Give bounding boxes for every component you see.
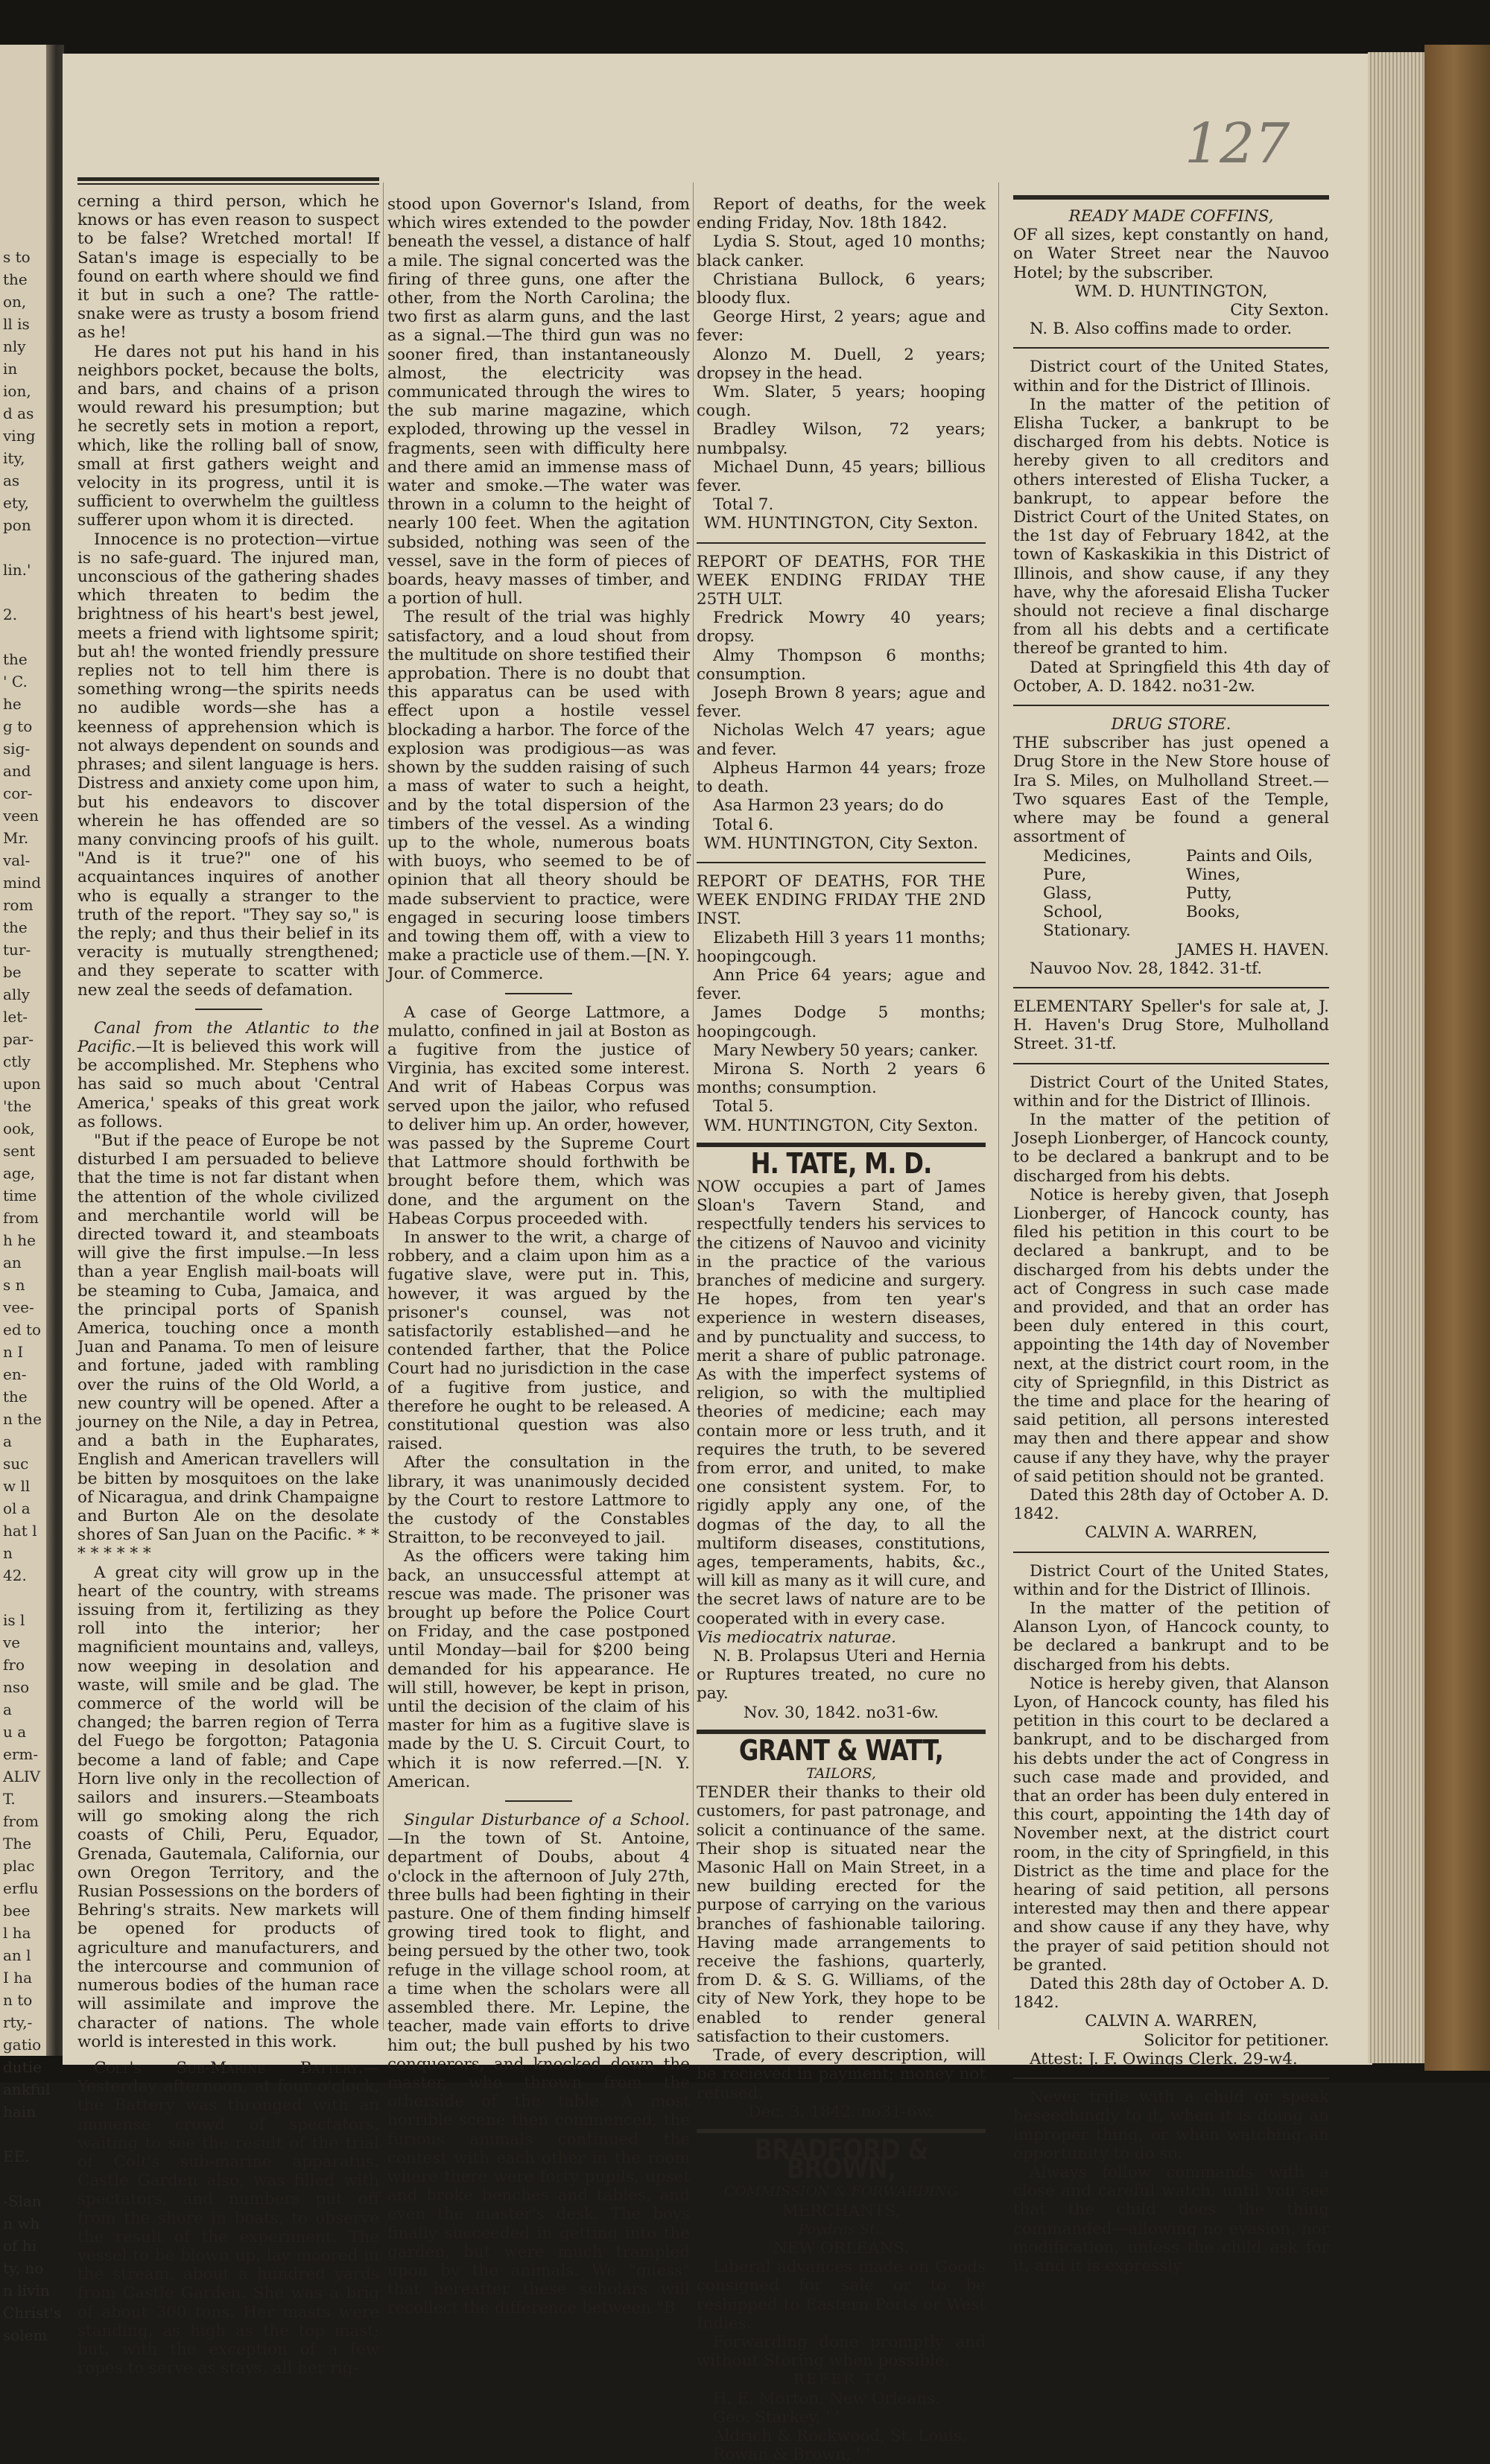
left-page-fragment: veen xyxy=(3,807,39,825)
left-page-fragment: a xyxy=(3,1432,12,1450)
separator xyxy=(1013,347,1329,349)
death-entry: Wm. Slater, 5 years; hooping cough. xyxy=(697,383,986,421)
deaths-title: Report of deaths, for the week ending Friday, Nov. 18th 1842. xyxy=(697,195,986,233)
left-page-fragment xyxy=(3,2168,48,2190)
paragraph: He dares not put his hand in his neighbors pocket, because the bolts, and bars, and chains of a prison would reward his presumption; but he secretly sets in motion a report, which, like the rolling ball of snow, small at first gathers weight and velocity in its progress, until it is sufficient to overwhelm the guiltless sufferer upon whom it is directed. xyxy=(77,342,379,530)
ad-latin: Vis mediocatrix naturae. xyxy=(697,1628,897,1647)
left-page-fragment: in xyxy=(3,360,18,378)
left-page-fragment: dutie xyxy=(3,2058,42,2076)
left-page-fragment: s n xyxy=(3,1276,25,1294)
left-page-fragment: n I xyxy=(3,1343,24,1361)
left-page-fragment: upon xyxy=(3,1075,41,1093)
left-page-fragment: time xyxy=(3,1187,37,1204)
header-rule xyxy=(77,177,379,185)
left-page-fragment: ed to xyxy=(3,1321,42,1339)
left-page-fragment: the xyxy=(3,270,28,288)
deaths-title: REPORT OF DEATHS, FOR THE WEEK ENDING FRIDAY THE 2ND INST. xyxy=(697,871,986,929)
court-date: Dated this 28th day of October A. D. 1842. xyxy=(1013,1486,1329,1524)
left-page-fragment: d as xyxy=(3,404,34,422)
drug-item: School, xyxy=(1043,903,1103,922)
sexton-signature: WM. HUNTINGTON, City Sexton. xyxy=(703,514,979,533)
ad-text: Trade, of every description, will be recieved in payment; money not refused. xyxy=(697,2046,986,2103)
left-page-fragment: u a xyxy=(3,1723,27,1741)
ad-city: NEW ORLEANS. xyxy=(773,2238,910,2258)
separator xyxy=(195,1009,262,1010)
left-page-fragment: plac xyxy=(3,1857,35,1875)
drug-item: Paints and Oils, xyxy=(1186,846,1313,866)
left-page-fragment: nso xyxy=(3,1678,30,1696)
left-page-fragment: the xyxy=(3,650,28,668)
left-page-fragment: h he xyxy=(3,1231,36,1249)
paragraph: Innocence is no protection—virtue is no safe-guard. The injured man, unconscious of the gathering shades which threaten to bedim the brightness of his heart's best jewel, meets a friend with lightsome spirit; but ah! the wonted friendly pressure replies not to tell him there is something wrong—the spirits needs no audible words—she has a keenness of apprehension which is not always dependent on sounds and phrases; and silent language is hers. Distress and anxiety come upon him, but his endeavors to discover wherein he has offended are so many convincing proofs of his guilt. "And is it true?" one of his acquaintances inquires of another who is equally a stranger to the truth of the report. "They say so," is the reply; and thus their belief in its veracity is mutually strengthened; and they seperate to scatter with new zeal the seeds of defamation. xyxy=(77,530,379,1000)
court-attest: Attest: J. F. Owings Clerk. 29-w4. xyxy=(1030,2049,1298,2068)
separator xyxy=(1013,1063,1329,1064)
left-page-fragment: is l xyxy=(3,1611,25,1629)
death-entry: Total 7. xyxy=(713,495,774,515)
death-entry: Nicholas Welch 47 years; ague and fever. xyxy=(697,721,986,759)
death-entry: Fredrick Mowry 40 years; dropsy. xyxy=(697,609,986,647)
left-page-fragment: the xyxy=(3,1388,28,1406)
ad-subheading: MERCHANTS, xyxy=(782,2201,901,2220)
left-page-fragment: The xyxy=(3,1835,32,1852)
court-text: In the matter of the petition of Alanson Lyon, of Hancock county, to be declared a bankrupt and to be discharged from his debts. xyxy=(1013,1599,1329,1674)
ad-text: NOW occupies a part of James Sloan's Tavern Stand, and respectfully tenders his services to the citizens of Nauvoo and vicinity in the practice of the various branches of medicine and surgery. He hopes, from ten year's experience in western diseases, and by punctuality and success, to merit a share of public patronage. As with the imperfect systems of religion, so with the multiplied theories of medicine; each may contain more or less truth, and it requires the truth, to be severed from error, and united, to make one consistent system. For, to rigidly apply any one, of the dogmas of the day, to all the multiform diseases, constitutions, ages, temperaments, habits, &c., will kill as many as it will cure, and the secret laws of nature are to be cooperated with in every case. xyxy=(697,1177,986,1628)
article-title: Colt's Sub-Marine Battery. xyxy=(94,2058,364,2077)
left-page-fragment: cor- xyxy=(3,784,33,802)
left-page-fragment: let- xyxy=(3,1008,28,1026)
ad-signature: JAMES H. HAVEN. xyxy=(1176,940,1329,959)
drug-item: Putty, xyxy=(1186,883,1232,903)
column-3 xyxy=(697,195,986,2464)
ad-text: Forwarding done promptly and without Storing when possible. xyxy=(697,2332,986,2371)
left-page-fragment: hat l xyxy=(3,1522,37,1540)
court-heading: District court of the United States, within and for the District of Illinois. xyxy=(1013,358,1329,396)
court-signature: CALVIN A. WARREN, xyxy=(1085,1523,1258,1543)
ad-heading: GRANT & WATT, xyxy=(738,1733,944,1767)
book-gutter xyxy=(46,45,64,2056)
ad-text: TENDER their thanks to their old customers, for past patronage, and solicit a continuance of the same. Their shop is situated near the Masonic Hall on Main Street, in a new building erected for the purpose of carrying on the various branches of fashionable tailoring. Having made arrangements to receive the fashions, quarterly, from D. & S. G. Williams, of the city of New York, they hope to be enabled to render general satisfaction to their customers. xyxy=(697,1783,986,2046)
drug-items xyxy=(1013,847,1329,941)
death-entry: Michael Dunn, 45 years; billious fever. xyxy=(697,457,986,496)
left-page-fragment: n to xyxy=(3,1991,33,2009)
left-page-fragment: bee xyxy=(3,1902,31,1920)
left-page-fragment: ol a xyxy=(3,1499,31,1517)
ad-heading: READY MADE COFFINS, xyxy=(1068,207,1274,226)
court-text: Notice is hereby given, that Alanson Lyon, of Hancock county, has filed his petition in this court to be declared a bankrupt, and to be discharged from his debts under the act of Congress in such case made and provided, and that an order has been duly entered in this court, appointing the 14th day of November next, at the district court room, in the city of Springfield, in this District as the time and place for the hearing of said petition, all persons interested may then and there appear and show cause if any they have, why the prayer of said petition should not be granted. xyxy=(1013,1674,1329,1975)
column-2 xyxy=(387,195,690,2318)
death-entry: Lydia S. Stout, aged 10 months; black canker. xyxy=(697,232,986,270)
left-page-fragment: ankful xyxy=(3,2080,51,2098)
separator xyxy=(1013,2077,1329,2079)
left-page-fragment: Christ's xyxy=(3,2304,62,2322)
death-entry: Elizabeth Hill 3 years 11 months; hoopingcough. xyxy=(697,928,986,966)
sexton-signature: WM. HUNTINGTON, City Sexton. xyxy=(703,1116,979,1135)
book-cover-board xyxy=(1424,45,1490,2071)
left-page-fragment: from xyxy=(3,1812,39,1830)
left-page-fragment xyxy=(3,581,48,603)
reference-entry: Aldrich & Rockwood, St. Louis. xyxy=(713,2426,967,2445)
death-entry: Almy Thompson 6 months; consumption. xyxy=(697,646,986,684)
left-page-fragment: ty, no xyxy=(3,2259,44,2277)
court-text: Notice is hereby given, that Joseph Lionberger, of Hancock county, has filed his petition in this court to be declared a bankrupt, and to be discharged from his debts under the act of Congress in such case made and provided, and that an order has been duly entered in this court, appointing the 14th day of November next, at the district court room, in the city of Spriegnfild, in this District as the time and place for the hearing of said petition, all persons interested may then and there appear and show cause if any they have, why the prayer of said petition should not be granted. xyxy=(1013,1185,1329,1486)
death-entry: Bradley Wilson, 72 years; numbpalsy. xyxy=(697,420,986,458)
left-page-fragment: 'the xyxy=(3,1097,32,1115)
ad-signature: WM. D. HUNTINGTON, xyxy=(1074,282,1268,301)
left-page-fragment: ion, xyxy=(3,382,31,400)
ad-text: OF all sizes, kept constantly on hand, on Water Street near the Nauvoo Hotel; by the subscriber. xyxy=(1013,226,1329,282)
left-page-fragment: ve xyxy=(3,1633,21,1651)
left-page-fragment: erm- xyxy=(3,1745,39,1763)
court-text: In the matter of the petition of Elisha Tucker, a bankrupt to be discharged from his debts. Notice is hereby given to all creditors and others interested of Elisha Tucker, a bankrupt, to appear before the District Court of the United States, on the 1st day of February 1842, at the town of Kaskaskikia in this District of Illinois, and show cause, if any they have, why the aforesaid Elisha Tucker should not recieve a final discharge from all his debts and a certificate thereof be granted to him. xyxy=(1013,395,1329,658)
left-page-fragment: ctly xyxy=(3,1052,31,1070)
drug-item: Pure, xyxy=(1043,865,1087,884)
paragraph: The result of the trial was highly satisfactory, and a loud shout from the multitude on shore testified their approbation. There is no doubt that this apparatus can be used with effect upon a hostile vessel blockading a harbor. The force of the explosion was prodigious—as was shown by the sudden raising of such a mass of water to such a height, and by the total dispersion of the timbers of the vessel. As a winding up to the whole, numerous boats with buoys, who seemed to be of opinion that all theory should be made subservient to practice, were engaged in securing loose timbers and towing them off, with a view to make a practicle use of them.—[N. Y. Jour. of Commerce. xyxy=(387,608,690,984)
court-date: Dated this 28th day of October A. D. 1842. xyxy=(1013,1975,1329,2013)
drug-item: Wines, xyxy=(1186,865,1241,884)
left-page-fragment: vee- xyxy=(3,1298,34,1316)
ad-text: Liberal advances made on Goods consigned for sale or to be reshipped to Eastern Ports or West Indies. xyxy=(697,2258,986,2333)
left-page-fragment: s to xyxy=(3,248,31,266)
death-entry: George Hirst, 2 years; ague and fever: xyxy=(697,308,986,346)
ad-refer: REFER TO xyxy=(793,2371,889,2388)
deaths-list xyxy=(697,929,986,1117)
left-page-fragment: fro xyxy=(3,1656,25,1674)
paragraph: In answer to the writ, a charge of robbery, and a claim upon him as a fugative slave, were put in. This, however, it was argued by the prisoner's counsel, was not satisfactorily established—and he contended farther, that the Police Court had no jurisdiction in the case of a fugitive from justice, and therefore he ought to be released. A constitutional question was also raised. xyxy=(387,1228,690,1454)
left-page-fragment: sent xyxy=(3,1142,36,1160)
left-page-fragment: -Slan xyxy=(3,2192,42,2210)
left-page-fragment xyxy=(3,1587,48,1609)
left-page-fragment: l ha xyxy=(3,1924,31,1942)
left-page-fragment: ety, xyxy=(3,494,29,512)
left-page-fragment: suc xyxy=(3,1455,29,1473)
paragraph: After the consultation in the library, it was unanimously decided by the Court to restore Lattmore to the custody of the Constables Straitton, to be reconveyed to jail. xyxy=(387,1453,690,1548)
court-date: Dated at Springfield this 4th day of October, A. D. 1842. no31-2w. xyxy=(1013,658,1329,696)
left-page-fragment: lin.' xyxy=(3,561,31,579)
separator xyxy=(1013,987,1329,988)
paragraph: stood upon Governor's Island, from which wires extended to the powder beneath the vessel, a distance of half a mile. The signal concerted was the firing of three guns, one after the other, from the North Carolina; the two first as alarm guns, and the last as a signal.—The third gun was no sooner fired, than instantaneously almost, the electricity was communicated through the wires to the sub marine magazine, which exploded, throwing up the vessel in fragments, seen with difficulty here and there amid an immense mass of water and smoke.—The water was thrown in a column to the height of nearly 100 feet. When the agitation subsided, nothing was seen of the vessel, save in the form of pieces of boards, heavy masses of timber, and a portion of hull. xyxy=(387,195,690,609)
death-entry: Mirona S. North 2 years 6 months; consumption. xyxy=(697,1059,986,1098)
paragraph: "But if the peace of Europe be not disturbed I am persuaded to believe that the time is not far distant when the attention of the whole civilized and merchantile world will be directed toward it, and steamboats will give the first impulse.—In less than a year English mail-boats will be steaming to Cuba, Jamaica, and the principal ports of Spanish America, touching once a month Juan and Panama. To men of leisure and fortune, jaded with rambling over the ruins of the Old World, a new country will be opened. After a journey on the Nile, a day in Petrea, and a bath in the Eupharates, English and American travellers will be bitten by mosquitoes on the lake of Nicaragua, and drink Champaigne and Burton Ale on the desolate shores of San Juan on the Pacific. * * * * * * * * xyxy=(77,1131,379,1563)
sexton-signature: WM. HUNTINGTON, City Sexton. xyxy=(703,833,979,853)
left-page-fragment: tur- xyxy=(3,941,31,959)
left-page-fragment: an xyxy=(3,1254,22,1271)
death-entry: Asa Harmon 23 years; do do xyxy=(713,796,944,816)
left-page-fragment xyxy=(3,536,48,559)
column-1 xyxy=(77,177,379,2378)
left-page-fragment: 2. xyxy=(3,606,18,623)
left-page-fragment: rom xyxy=(3,896,34,914)
drug-item: Stationary. xyxy=(1043,921,1131,941)
left-page-edge xyxy=(0,45,62,2344)
ad-text: ELEMENTARY Speller's for sale at, J. H. Haven's Drug Store, Mulholland Street. 31-tf. xyxy=(1013,997,1329,1054)
column-rule xyxy=(383,182,384,2030)
column-rule xyxy=(693,182,694,2030)
deaths-list xyxy=(697,609,986,833)
ad-date: Nauvoo Nov. 28, 1842. 31-tf. xyxy=(1030,959,1263,978)
court-text: In the matter of the petition of Joseph Lionberger, of Hancock county, to be declared a bankrupt and to be discharged from his debts. xyxy=(1013,1110,1329,1186)
left-page-fragment: age, xyxy=(3,1164,35,1182)
left-page-fragments xyxy=(3,246,62,2346)
left-page-fragment: the xyxy=(3,918,28,936)
court-role: Solicitor for petitioner. xyxy=(1144,2030,1329,2050)
left-page-fragment: ally xyxy=(3,985,31,1003)
paragraph: A case of George Lattmore, a mulatto, confined in jail at Boston as a fugitive from the justice of Virginia, has excited some interest. And writ of Habeas Corpus was served upon the jailor, who refused to deliver him up. An order, however, was passed by the Supreme Court that Lattmore should forthwith be brought before them, which was done, and the argument on the Habeas Corpus proceeded with. xyxy=(387,1003,690,1228)
separator xyxy=(1013,705,1329,706)
ad-role: City Sexton. xyxy=(1230,301,1329,320)
left-page-fragment: ving xyxy=(3,427,36,445)
death-entry: Alpheus Harmon 44 years; froze to death. xyxy=(697,758,986,797)
death-entry: Alonzo M. Duell, 2 years; dropsey in the head. xyxy=(697,345,986,383)
column-rule xyxy=(998,182,999,2030)
left-page-fragment: n the xyxy=(3,1410,42,1428)
paragraph: A great city will grow up in the heart of the country, with streams issuing from it, fertilizing as they roll into the interior; her magnificient mountains and, valleys, now weeping in desolation and waste, will smile and be glad. The commerce of the world will be changed; the barren region of Terra del Fuego be forgotton; Patagonia become a land of fable; and Cape Horn live only in the recollection of sailors and insurers.—Steamboats will go smoking along the rich coasts of Chili, Peru, Equador, Grenada, Gautemala, California, our own Oregon Territory, and the Rusian Possessions on the borders of Behring's straits. New markets will be opened for products of agriculture and manufacturers, and the intercourse and communion of numerous bodies of the human race will assimilate and improve the character of nations. The whole world is interested in this work. xyxy=(77,1563,379,2051)
separator xyxy=(697,542,986,544)
left-page-fragment: nly xyxy=(3,337,26,355)
left-page-fragment: T. xyxy=(3,1790,16,1808)
left-page-fragment: ity, xyxy=(3,449,25,467)
left-page-fragment: n xyxy=(3,1544,13,1562)
left-page-fragment xyxy=(3,626,48,648)
column-4 xyxy=(1013,195,1329,2276)
left-page-fragment: gatio xyxy=(3,2036,42,2054)
left-page-fragment: hain xyxy=(3,2103,37,2121)
ad-street: Poydras St., xyxy=(798,2220,884,2238)
left-page-fragment: he xyxy=(3,695,22,713)
ad-text: N. B. Prolapsus Uteri and Hernia or Ruptures treated, no cure no pay. xyxy=(697,1647,986,1703)
left-page-fragment: Mr. xyxy=(3,829,29,847)
article-intro: —It is believed this work will be accomplished. Mr. Stephens who has said so much about 'Central America,' speaks of this great work as follows. xyxy=(77,1037,379,1131)
article-title: Singular Disturbance of a School. xyxy=(404,1811,690,1830)
left-page-fragment: par- xyxy=(3,1030,34,1048)
drug-item xyxy=(1186,921,1329,940)
article-text: —Yesterday afternoon, at four o'clock, the Battery was thronged with an immense crowd of spectators, waiting to see the result of the trial of Colt's sub-marine apparatus. Castle Garden also, was filled with spectators, and numbers put off from the shore in boats, to observe the result of the experiment. The vessel to be blown up, lay moored in the stream, about a hundred yards from Castle Garden. She was a brig of about 300 tons. Her masts were standing, as high as the top mast; but, with the exception of a few ropes to serve as stays, all her rig- xyxy=(77,2058,379,2378)
left-page-fragment: g to xyxy=(3,717,33,735)
death-entry: Total 5. xyxy=(713,1097,774,1117)
reference-list xyxy=(697,2390,986,2464)
ad-subheading: TAILORS, xyxy=(806,1765,876,1782)
paragraph: As the officers were taking him back, an unsuccessful attempt at rescue was made. The prisoner was brought up before the Police Court on Friday, and the case postponed until Monday—bail for $200 being demanded for his appearance. He will still, however, be kept in prison, until the decision of the claim of his master for him as a fugitive slave is made by the U. S. Circuit Court, to which it is now referred.—[N. Y. American. xyxy=(387,1547,690,1791)
death-entry: Total 6. xyxy=(713,815,774,834)
left-page-fragment: n livin xyxy=(3,2282,50,2299)
death-entry: Joseph Brown 8 years; ague and fever. xyxy=(697,684,986,722)
separator xyxy=(1013,1552,1329,1553)
left-page-fragment: from xyxy=(3,1209,39,1227)
court-heading: District Court of the United States, within and for the District of Illinois. xyxy=(1013,1561,1329,1599)
left-page-fragment: ll is xyxy=(3,315,30,333)
left-page-fragment: of hi xyxy=(3,2237,37,2255)
paragraph: Never trifle with a child or speak beseechingly to it, when it is doing an improper thing, or when watching an opportunity to do so. xyxy=(1013,2088,1329,2163)
left-page-fragment: a xyxy=(3,1701,12,1718)
left-page-fragment: pon xyxy=(3,516,31,534)
left-page-fragment: an l xyxy=(3,1946,31,1964)
left-page-fragment xyxy=(3,2123,48,2145)
left-page-fragment: erflu xyxy=(3,1879,39,1897)
left-page-fragment: ' C. xyxy=(3,673,28,690)
ad-date: Nov. 30, 1842. no31-6w. xyxy=(743,1703,939,1722)
paragraph: Always follow commands with a close and careful watch, until you see that the child does the thing commanded—allowing no evasion, nor modification, unless the child ask for it, and it is expressly xyxy=(1013,2162,1329,2276)
ad-text: THE subscriber has just opened a Drug Store in the New Store house of Ira S. Miles, on Mulholland Street.—Two squares East of the Temple, where may be found a general assortment of xyxy=(1013,734,1329,847)
drug-item: Glass, xyxy=(1043,883,1092,903)
separator xyxy=(1013,195,1329,200)
left-page-fragment: I ha xyxy=(3,1969,33,1987)
left-page-fragment: and xyxy=(3,762,31,780)
ad-date: Dec. 3, 1842. no31-6w. xyxy=(748,2102,934,2121)
deaths-title: REPORT OF DEATHS, FOR THE WEEK ENDING FRIDAY THE 25TH ULT. xyxy=(697,552,986,609)
death-entry: Christiana Bullock, 6 years; bloody flux. xyxy=(697,270,986,308)
left-page-fragment: en- xyxy=(3,1365,27,1383)
left-page-fragment: ook, xyxy=(3,1120,35,1137)
ad-subheading: COMMISSION & FORWARDING xyxy=(723,2183,959,2200)
left-page-fragment: be xyxy=(3,963,22,981)
court-signature: CALVIN A. WARREN, xyxy=(1085,2012,1258,2031)
ad-text: N. B. Also coffins made to order. xyxy=(1030,320,1293,339)
left-page-fragment: rty,- xyxy=(3,2013,33,2031)
left-page-fragment: w ll xyxy=(3,1477,31,1495)
reference-entry: Geo. Starkey, ' ' xyxy=(713,2407,840,2427)
left-page-fragment: n wh xyxy=(3,2214,40,2232)
left-page-fragment: sig- xyxy=(3,740,31,758)
ad-heading: BRADFORD & BROWN, xyxy=(754,2133,928,2185)
reference-entry: H. E. Morton, New Orleans. xyxy=(713,2389,940,2408)
article-text: —In the town of St. Antoine, department of Doubs, about 4 o'clock in the afternoon of July 27th, three bulls had been fighting in their pasture. One of them finding himself growing tired took to flight, and being persued by the other two, took refuge in the village school room, at a time when the scholars were all assembled there. Mr. Lepine, the teacher, made vain efforts to drive him out; the bull pushed by his two conquerors, and knocked down the master, who thrown from the otherside of the table. A most horrible scene then commenced, the furious animals continued the contest with each other in the room where there were forty pupils, upset and broke benches and tables, and even the master's desk. The boys finally succeeded in getting into the garden, but were much trampled upon by the animals. We "guess" that hereafter these scholars will recollect the difference between "B xyxy=(387,1829,690,2318)
left-page-fragment: val- xyxy=(3,851,31,869)
separator xyxy=(697,862,986,863)
left-page-fragment: mind xyxy=(3,874,42,892)
deaths-list xyxy=(697,232,986,514)
handwritten-page-number: 127 xyxy=(1185,112,1290,176)
left-page-fragment: on, xyxy=(3,293,27,311)
death-entry: Mary Newbery 50 years; canker. xyxy=(713,1041,979,1060)
drug-item: Medicines, xyxy=(1043,846,1132,866)
separator xyxy=(505,1800,572,1802)
ad-heading: DRUG STORE. xyxy=(1111,715,1231,734)
left-page-fragment: ALIV xyxy=(3,1768,41,1785)
court-heading: District Court of the United States, within and for the District of Illinois. xyxy=(1013,1073,1329,1111)
reference-entry: Rowan & Brown, ' ' xyxy=(713,2445,870,2464)
death-entry: Ann Price 64 years; ague and fever. xyxy=(697,965,986,1004)
paragraph: cerning a third person, which he knows or has even reason to suspect to be false? Wretched mortal! If Satan's image is especially to be found on earth where should we find it but in such a one? The rattle-snake were as trusty a bosom friend as he! xyxy=(77,192,379,343)
drug-item: Books, xyxy=(1186,903,1240,922)
death-entry: James Dodge 5 months; hoopingcough. xyxy=(697,1003,986,1041)
ad-heading: H. TATE, M. D. xyxy=(750,1146,932,1180)
article-title: Canal from the Atlantic to the Pacific. xyxy=(77,1018,379,1056)
left-page-fragment: EE. xyxy=(3,2147,30,2165)
left-page-fragment: 42. xyxy=(3,1566,27,1584)
left-page-fragment: solem xyxy=(3,2326,48,2344)
left-page-fragment: as xyxy=(3,471,20,489)
separator xyxy=(505,993,572,994)
